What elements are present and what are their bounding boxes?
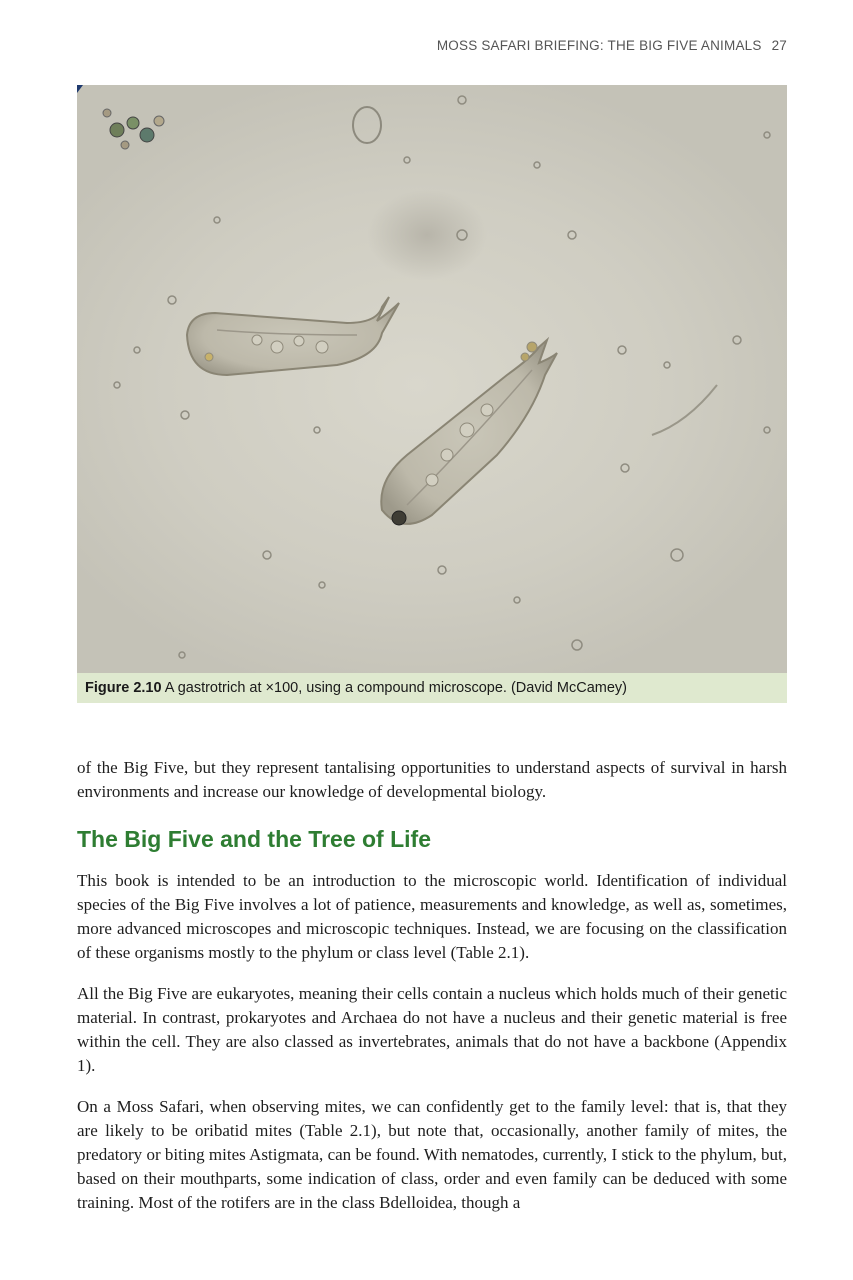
paragraph-continuation: of the Big Five, but they represent tantalising opportunities to understand aspects of survival in harsh environments and increase our knowledge of developmental biology. bbox=[77, 758, 787, 801]
running-title: MOSS SAFARI BRIEFING: THE BIG FIVE ANIMALS bbox=[436, 38, 762, 53]
gastrotrich-upper bbox=[187, 297, 399, 375]
figure-caption bbox=[77, 673, 787, 703]
figure-caption-text: A gastrotrich at ×100, using a compound microscope. (David McCamey) bbox=[161, 680, 627, 696]
algae-cluster bbox=[103, 109, 164, 149]
figure bbox=[77, 85, 787, 703]
paragraph-introduction: This book is intended to be an introduction to the microscopic world. Identification of individual species of the Big Five involves a lot of patience, measurements and knowledge, as well as, sometimes, more advanced microscopes and microscopic techniques. Instead, we are focusing on the classification of these organisms mostly to the phylum or class level (Table 2.1). bbox=[77, 871, 787, 962]
running-head bbox=[437, 38, 787, 53]
page-number: 27 bbox=[771, 38, 787, 53]
debris-specks bbox=[114, 96, 770, 658]
paragraph-moss-safari: On a Moss Safari, when observing mites, we can confidently get to the family level: that is, that they are likely to be oribatid mites (Table 2.1), but note that, occasionally, another family of mites, the predatory or biting mites Astigmata, can be found. With nematodes, currently, I stick to the phylum, but, based on their mouthparts, some indication of class, order and even family can be deduced with some training. Most of the rotifers are in the class Bdelloidea, though a bbox=[77, 1097, 787, 1212]
gastrotrich-lower bbox=[381, 340, 557, 525]
figure-label: Figure 2.10 bbox=[85, 680, 162, 696]
paragraph-eukaryotes: All the Big Five are eukaryotes, meaning their cells contain a nucleus which holds much of their genetic material. In contrast, prokaryotes and Archaea do not have a nucleus and their genetic material is free within the cell. They are also classed as invertebrates, animals that do not have a backbone (Appendix 1). bbox=[77, 984, 787, 1075]
gastrotrich-illustration bbox=[77, 85, 787, 673]
section-heading: The Big Five and the Tree of Life bbox=[77, 826, 431, 852]
microscope-photo bbox=[77, 85, 787, 673]
